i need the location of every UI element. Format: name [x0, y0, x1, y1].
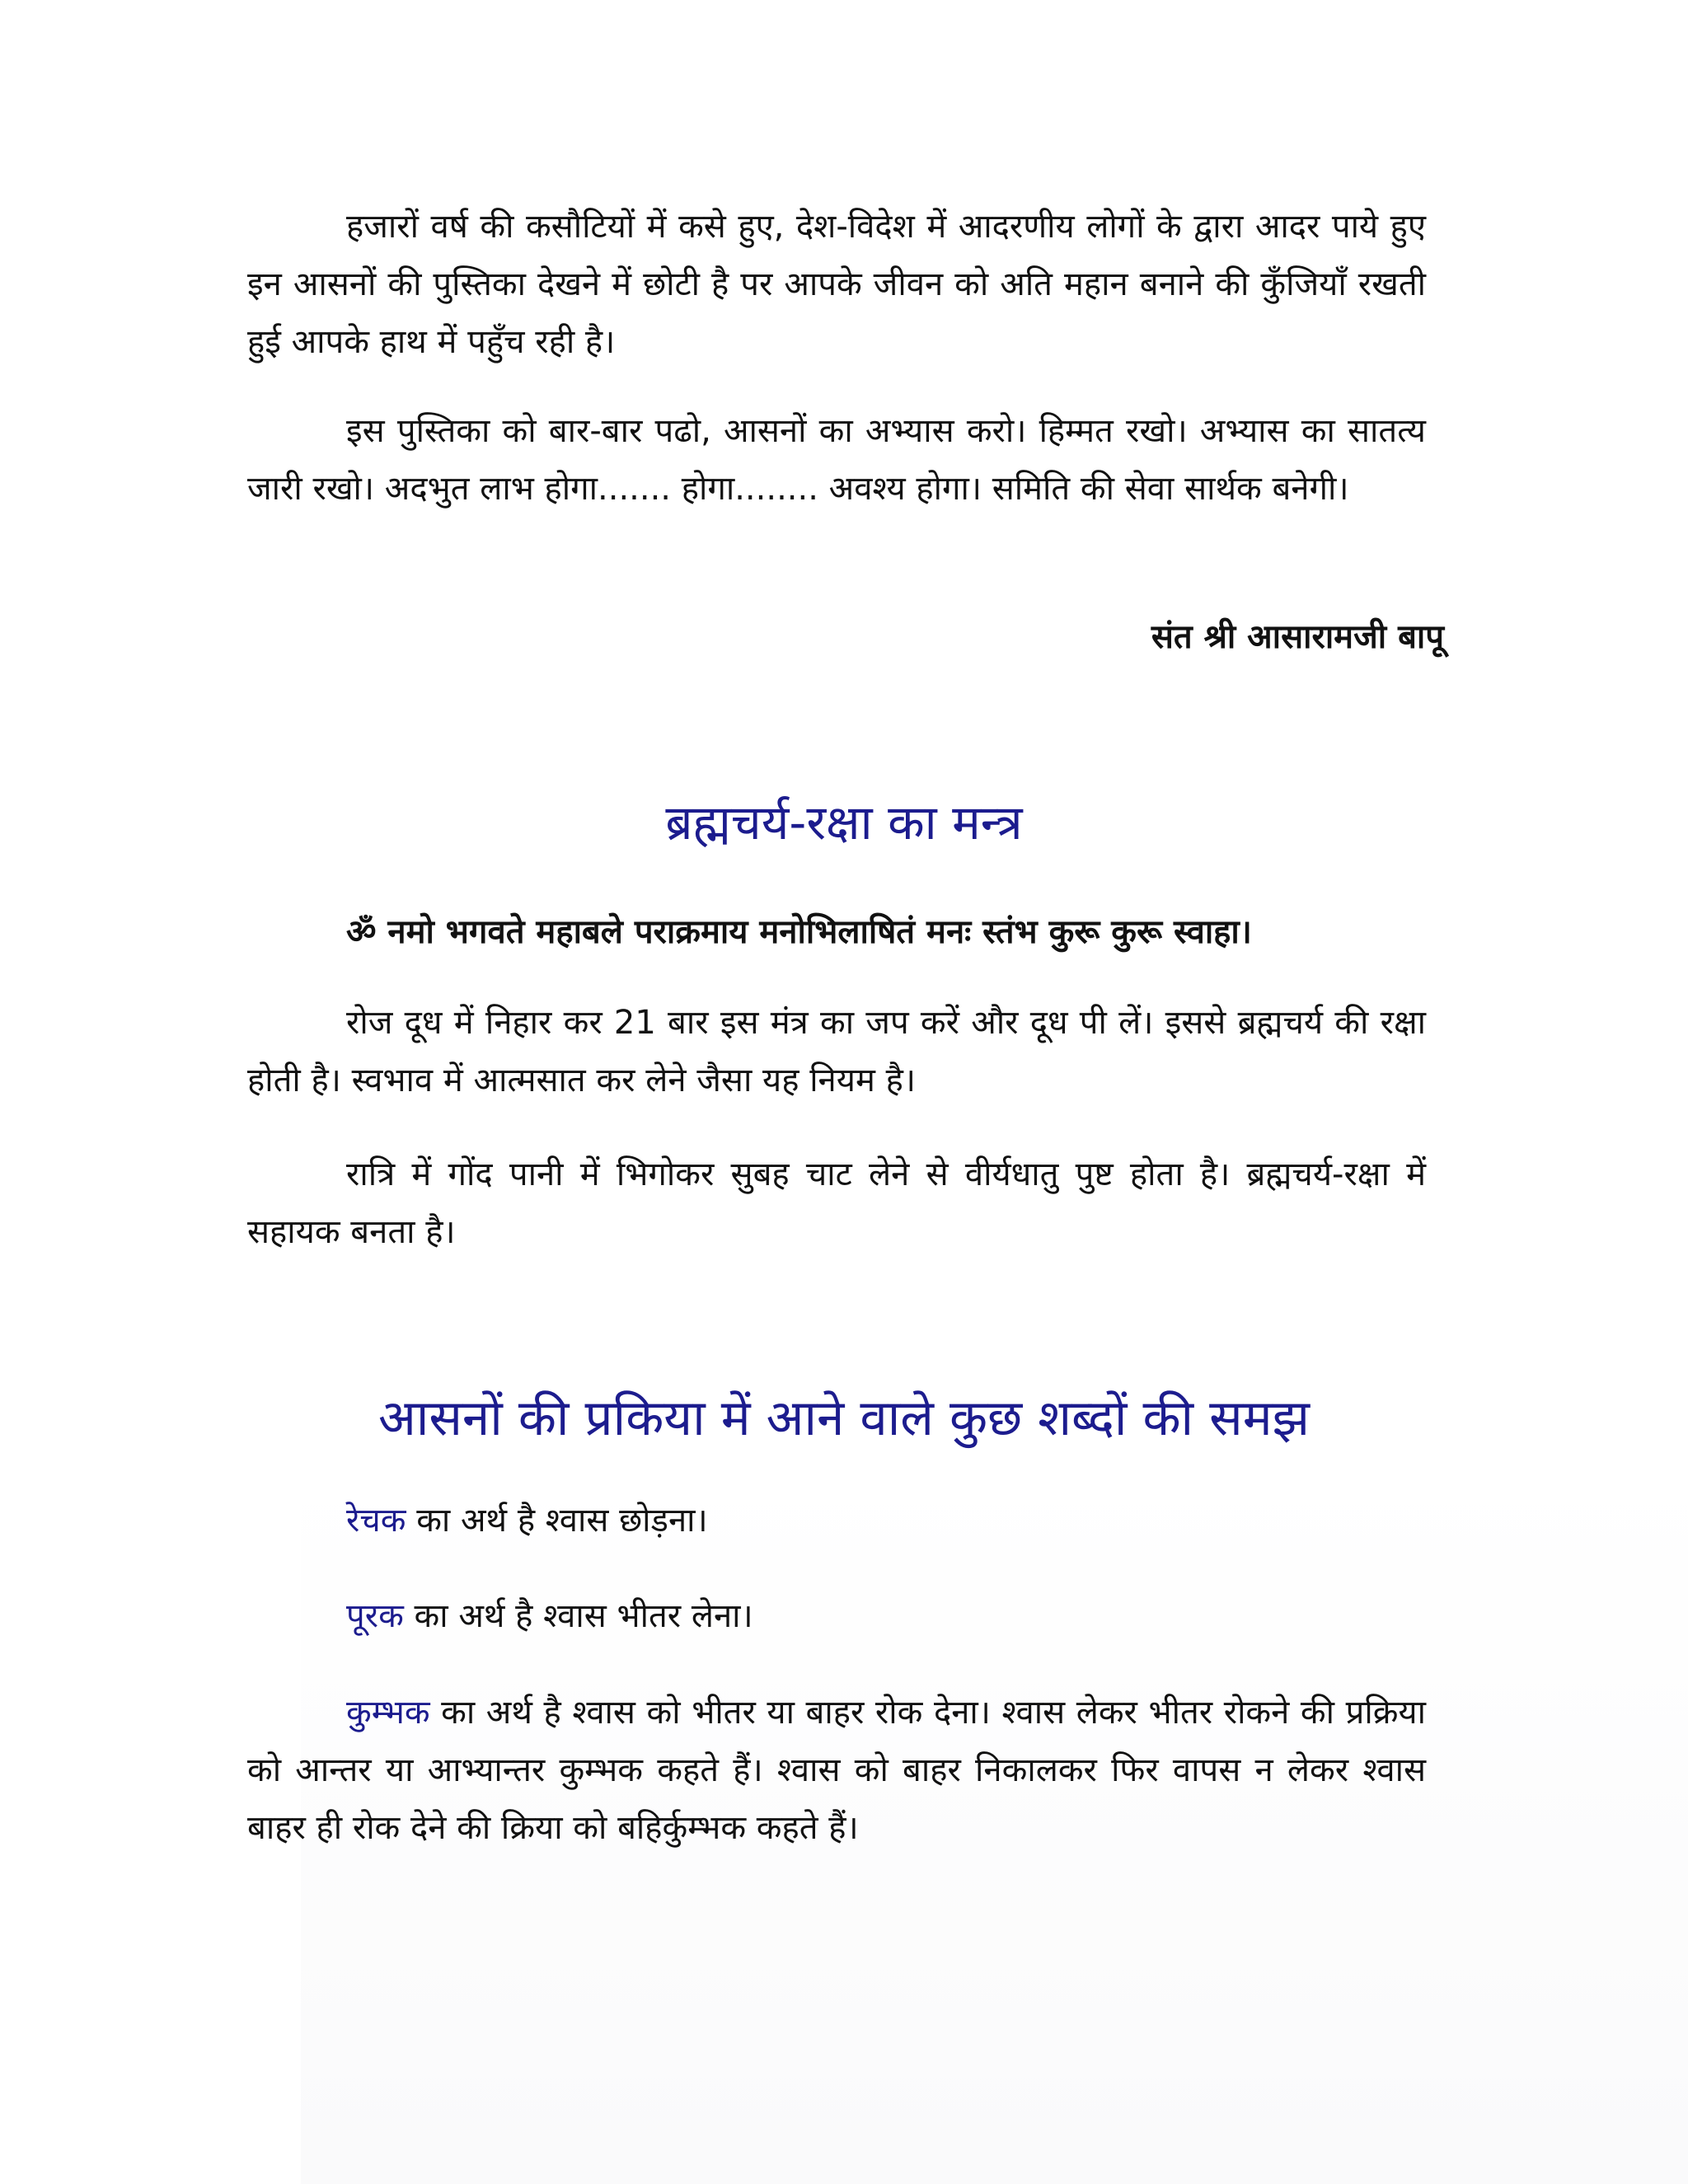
mantra-text: ॐ नमो भगवते महाबले पराक्रमाय मनोभिलाषितं मनः स्तंभ कुरू कुरू स्वाहा। — [346, 913, 1252, 951]
term-definition: का अर्थ है श्वास छोड़ना। — [406, 1502, 708, 1540]
term-definition-rechak — [247, 1492, 1426, 1549]
mantra-heading: ब्रह्मचर्य-रक्षा का मन्त्र — [665, 794, 1023, 851]
term-label: पूरक — [346, 1597, 404, 1635]
term-label: कुम्भक — [346, 1694, 430, 1732]
term-definition: का अर्थ है श्वास को भीतर या बाहर रोक देना। श्वास लेकर भीतर रोकने की प्रक्रिया को आन्तर या आभ्यान्तर कुम्भक कहते हैं। श्वास को बाहर निकालकर फिर वापस न लेकर श्वास बाहर ही रोक देने की क्रिया को बहिर्कुम्भक कहते हैं। — [247, 1694, 1426, 1847]
term-label: रेचक — [346, 1502, 406, 1540]
terms-heading: आसनों की प्रकिया में आने वाले कुछ शब्दों की समझ — [378, 1390, 1310, 1447]
term-definition: का अर्थ है श्वास भीतर लेना। — [403, 1597, 753, 1635]
mantra-paragraph-1: रोज दूध में निहार कर 21 बार इस मंत्र का जप करें और दूध पी लें। इससे ब्रह्मचर्य की रक्षा होती है। स्वभाव में आत्मसात कर लेने जैसा यह नियम है। — [247, 1004, 1426, 1099]
intro-paragraph-2: इस पुस्तिका को बार-बार पढो, आसनों का अभ्यास करो। हिम्मत रखो। अभ्यास का सातत्य जारी रखो। अदभुत लाभ होगा....... होगा........ अवश्य होगा। समिति की सेवा सार्थक बनेगी। — [247, 412, 1426, 508]
term-definition-kumbhak — [247, 1684, 1426, 1857]
intro-paragraph-1: हजारों वर्ष की कसौटियों में कसे हुए, देश-विदेश में आदरणीय लोगों के द्वारा आदर पाये हुए इन आसनों की पुस्तिका देखने में छोटी है पर आपके जीवन को अति महान बनाने की कुँजियाँ रखती हुई आपके हाथ में पहुँच रही है। — [247, 208, 1426, 361]
term-definition-purak — [247, 1587, 1426, 1645]
signature: संत श्री आसारामजी बापू — [1151, 618, 1444, 656]
mantra-paragraph-2: रात्रि में गोंद पानी में भिगोकर सुबह चाट लेने से वीर्यधातु पुष्ट होता है। ब्रह्मचर्य-रक्षा में सहायक बनता है। — [247, 1155, 1426, 1251]
